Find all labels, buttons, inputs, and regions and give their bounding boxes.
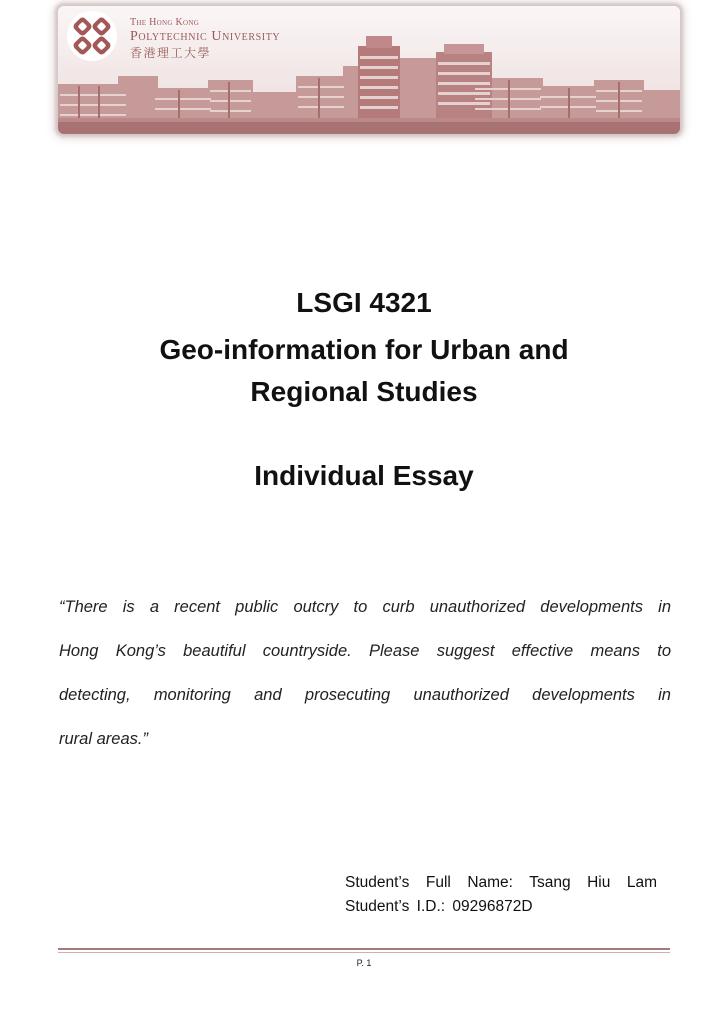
student-id	[345, 899, 657, 915]
header-banner	[58, 6, 680, 134]
university-name	[130, 18, 280, 59]
university-name-line1: The Hong Kong	[130, 17, 200, 28]
question-line-3: detecting, monitoring and prosecuting unauthorized developments in	[59, 686, 671, 704]
course-name-line1: Geo-information for Urban and	[159, 334, 569, 365]
polyu-logo-icon	[66, 10, 118, 62]
footer-rule	[58, 948, 670, 950]
course-name-line2: Regional Studies	[250, 376, 478, 407]
university-name-chinese: 香港理工大學	[130, 46, 212, 60]
university-name-line2: Polytechnic University	[130, 29, 281, 44]
student-name: Student’s Full Name: Tsang Hiu Lam	[345, 874, 657, 891]
question-line-2: Hong Kong’s beautiful countryside. Please suggest effective means to	[59, 642, 671, 660]
question-line-1: “There is a recent public outcry to curb unauthorized developments in	[59, 598, 671, 616]
student-id-text: Student’s I.D.: 09296872D	[345, 898, 533, 915]
course-code: LSGI 4321	[296, 287, 432, 318]
footer-rule-thin	[58, 952, 670, 953]
page-number: P. 1	[356, 958, 372, 968]
assignment-title: Individual Essay	[254, 460, 474, 491]
question-line-4: rural areas.”	[59, 730, 148, 748]
